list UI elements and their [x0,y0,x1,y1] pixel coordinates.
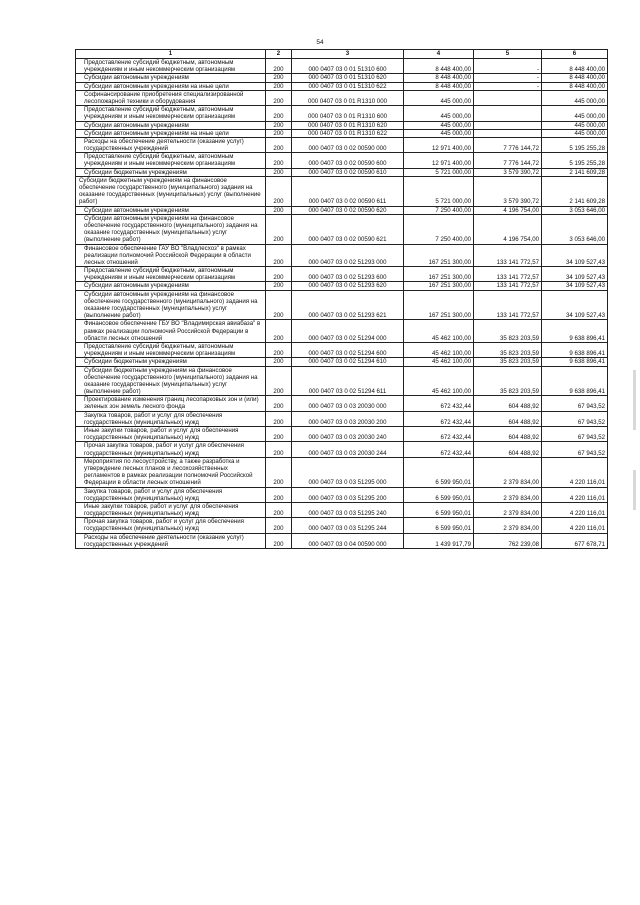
row-code-cell: 200 [266,74,292,82]
row-executed-cell: 2 379 834,00 [474,457,542,487]
row-executed-cell: 604 488,92 [474,427,542,442]
row-kbk-cell: 000 0407 03 0 02 51294 000 [292,320,404,343]
row-unexecuted-cell: 8 448 400,00 [542,74,608,82]
row-approved-cell: 6 599 950,01 [404,487,474,502]
row-approved-cell: 167 251 300,00 [404,244,474,267]
row-kbk-cell: 000 0407 03 0 01 R1310 620 [292,121,404,129]
budget-table-body [76,50,608,549]
row-code-cell: 200 [266,427,292,442]
row-executed-cell: - [474,82,542,90]
page-number: 54 [316,39,324,46]
row-approved-cell: 6 599 950,01 [404,502,474,517]
row-name-cell: Финансовое обеспечение ГБУ ВО "Владимирская авиабаза" в рамках реализации полномочий Российской Федерации в области лесных отношений [76,320,266,343]
row-name-cell: Проектирование изменения границ лесопарковых зон и (или) зеленых зон земель лесного фонда [76,396,266,411]
row-executed-cell: - [474,74,542,82]
row-executed-cell [474,90,542,105]
row-approved-cell: 12 971 400,00 [404,137,474,152]
row-unexecuted-cell: 9 638 896,41 [542,342,608,357]
table-row [76,320,608,343]
row-code-cell: 200 [266,342,292,357]
row-kbk-cell: 000 0407 03 0 01 51310 600 [292,59,404,74]
row-kbk-cell: 000 0407 03 0 02 00590 000 [292,137,404,152]
row-unexecuted-cell: 5 195 255,28 [542,137,608,152]
row-approved-cell: 5 721 000,00 [404,176,474,206]
row-code-cell: 200 [266,290,292,320]
row-unexecuted-cell: 9 638 896,41 [542,366,608,396]
row-kbk-cell: 000 0407 03 0 02 51294 610 [292,358,404,366]
row-executed-cell: 7 776 144,72 [474,153,542,168]
table-row [76,282,608,290]
row-name-cell: Закупка товаров, работ и услуг для обеспечения государственных (муниципальных) нужд [76,487,266,502]
row-kbk-cell: 000 0407 03 0 03 20030 240 [292,427,404,442]
row-unexecuted-cell: 8 448 400,00 [542,59,608,74]
table-row [76,533,608,548]
row-unexecuted-cell: 3 053 646,00 [542,206,608,214]
row-code-cell: 200 [266,121,292,129]
row-kbk-cell: 000 0407 03 0 03 20030 244 [292,442,404,457]
row-kbk-cell: 000 0407 03 0 03 20030 000 [292,396,404,411]
row-code-cell: 200 [266,168,292,176]
row-kbk-cell: 000 0407 03 0 04 00590 000 [292,533,404,548]
row-approved-cell: 1 439 917,79 [404,533,474,548]
row-unexecuted-cell: 34 109 527,43 [542,282,608,290]
row-unexecuted-cell: 4 220 116,01 [542,502,608,517]
row-approved-cell: 7 250 400,00 [404,214,474,244]
row-kbk-cell: 000 0407 03 0 02 51294 611 [292,366,404,396]
table-row [76,168,608,176]
scan-artifact [633,370,636,430]
column-header: 1 [76,50,266,59]
row-code-cell: 200 [266,153,292,168]
row-code-cell: 200 [266,442,292,457]
row-name-cell: Прочая закупка товаров, работ и услуг для обеспечения государственных (муниципальных) нужд [76,442,266,457]
row-executed-cell: 133 141 772,57 [474,290,542,320]
row-unexecuted-cell: 677 678,71 [542,533,608,548]
row-unexecuted-cell: 9 638 896,41 [542,320,608,343]
row-name-cell: Мероприятия по лесоустройству, а также разработка и утверждение лесных планов и лесохозяйственных регламентов в рамках реализации полномочий Российской Федерации в области лесных отношений [76,457,266,487]
row-executed-cell: 3 579 390,72 [474,176,542,206]
table-row [76,74,608,82]
row-executed-cell: 35 823 203,59 [474,358,542,366]
row-name-cell: Субсидии автономным учреждениям [76,121,266,129]
row-kbk-cell: 000 0407 03 0 02 51294 600 [292,342,404,357]
row-approved-cell: 45 462 100,00 [404,320,474,343]
row-approved-cell: 6 599 950,01 [404,457,474,487]
row-unexecuted-cell: 67 943,52 [542,442,608,457]
row-unexecuted-cell: 67 943,52 [542,396,608,411]
row-code-cell: 200 [266,82,292,90]
table-row [76,342,608,357]
row-code-cell: 200 [266,106,292,121]
row-kbk-cell: 000 0407 03 0 03 20030 200 [292,411,404,426]
row-approved-cell: 167 251 300,00 [404,290,474,320]
row-unexecuted-cell: 3 053 646,00 [542,214,608,244]
row-unexecuted-cell: 67 943,52 [542,427,608,442]
row-name-cell: Иные закупки товаров, работ и услуг для обеспечения государственных (муниципальных) нужд [76,427,266,442]
row-executed-cell: 2 379 834,00 [474,502,542,517]
row-approved-cell: 8 448 400,00 [404,74,474,82]
table-row [76,442,608,457]
table-row [76,290,608,320]
row-executed-cell: 133 141 772,57 [474,267,542,282]
row-code-cell: 200 [266,214,292,244]
row-kbk-cell: 000 0407 03 0 01 51310 622 [292,82,404,90]
row-unexecuted-cell: 445 000,00 [542,129,608,137]
table-row [76,518,608,533]
row-code-cell: 200 [266,282,292,290]
row-name-cell: Предоставление субсидий бюджетным, автономным учреждениям и иным некоммерческим организациям [76,342,266,357]
row-executed-cell [474,106,542,121]
row-approved-cell: 672 432,44 [404,411,474,426]
row-executed-cell: 7 776 144,72 [474,137,542,152]
row-kbk-cell: 000 0407 03 0 02 51293 620 [292,282,404,290]
row-approved-cell: 672 432,44 [404,427,474,442]
table-row [76,214,608,244]
row-approved-cell: 672 432,44 [404,396,474,411]
row-name-cell: Иные закупки товаров, работ и услуг для обеспечения государственных (муниципальных) нужд [76,502,266,517]
row-approved-cell: 445 000,00 [404,121,474,129]
row-name-cell: Финансовое обеспечение ГАУ ВО "Владлесхоз" в рамках реализации полномочий Российской Федерации в области лесных отношений [76,244,266,267]
row-code-cell: 200 [266,129,292,137]
row-kbk-cell: 000 0407 03 0 02 00590 620 [292,206,404,214]
table-row [76,206,608,214]
row-name-cell: Субсидии бюджетным учреждениям [76,358,266,366]
row-approved-cell: 5 721 000,00 [404,168,474,176]
row-code-cell: 200 [266,487,292,502]
row-name-cell: Субсидии автономным учреждениям [76,206,266,214]
row-kbk-cell: 000 0407 03 0 02 00590 621 [292,214,404,244]
table-row [76,82,608,90]
row-executed-cell: 604 488,92 [474,411,542,426]
table-row [76,106,608,121]
row-kbk-cell: 000 0407 03 0 03 51295 200 [292,487,404,502]
row-executed-cell: 604 488,92 [474,396,542,411]
row-code-cell: 200 [266,411,292,426]
row-name-cell: Субсидии бюджетным учреждениям [76,168,266,176]
row-approved-cell: 12 971 400,00 [404,153,474,168]
row-executed-cell: 604 488,92 [474,442,542,457]
column-header: 6 [542,50,608,59]
row-approved-cell: 445 000,00 [404,129,474,137]
row-unexecuted-cell: 2 141 609,28 [542,168,608,176]
row-kbk-cell: 000 0407 03 0 01 51310 620 [292,74,404,82]
budget-table [75,49,608,549]
row-code-cell: 200 [266,502,292,517]
row-code-cell: 200 [266,206,292,214]
table-row [76,358,608,366]
row-unexecuted-cell: 4 220 116,01 [542,518,608,533]
column-header: 5 [474,50,542,59]
row-kbk-cell: 000 0407 03 0 02 00590 610 [292,168,404,176]
row-executed-cell: 4 196 754,00 [474,214,542,244]
row-approved-cell: 45 462 100,00 [404,342,474,357]
row-code-cell: 200 [266,518,292,533]
row-approved-cell: 45 462 100,00 [404,358,474,366]
row-code-cell: 200 [266,267,292,282]
row-kbk-cell: 000 0407 03 0 02 51293 600 [292,267,404,282]
table-row [76,502,608,517]
row-name-cell: Прочая закупка товаров, работ и услуг для обеспечения государственных (муниципальных) нужд [76,518,266,533]
row-approved-cell: 672 432,44 [404,442,474,457]
row-executed-cell: 2 379 834,00 [474,518,542,533]
row-unexecuted-cell: 34 109 527,43 [542,290,608,320]
row-executed-cell: 35 823 203,59 [474,342,542,357]
row-name-cell: Расходы на обеспечение деятельности (оказание услуг) государственных учреждений [76,533,266,548]
row-unexecuted-cell: 5 195 255,28 [542,153,608,168]
table-row [76,396,608,411]
table-row [76,366,608,396]
row-name-cell: Субсидии автономным учреждениям на иные цели [76,82,266,90]
row-code-cell: 200 [266,396,292,411]
table-row [76,137,608,152]
row-kbk-cell: 000 0407 03 0 03 51295 244 [292,518,404,533]
table-row [76,487,608,502]
row-code-cell: 200 [266,320,292,343]
row-unexecuted-cell: 67 943,52 [542,411,608,426]
row-executed-cell: - [474,59,542,74]
table-row [76,90,608,105]
row-approved-cell: 8 448 400,00 [404,59,474,74]
row-name-cell: Предоставление субсидий бюджетным, автономным учреждениям и иным некоммерческим организациям [76,59,266,74]
row-kbk-cell: 000 0407 03 0 01 R1310 622 [292,129,404,137]
table-header-row [76,50,608,59]
row-name-cell: Субсидии бюджетным учреждениям на финансовое обеспечение государственного (муниципального) задания на оказание государственных (муниципальных) услуг (выполнение работ) [76,366,266,396]
row-unexecuted-cell: 2 141 609,28 [542,176,608,206]
row-unexecuted-cell: 4 220 116,01 [542,457,608,487]
row-approved-cell: 6 599 950,01 [404,518,474,533]
row-name-cell: Субсидии автономным учреждениям [76,282,266,290]
row-executed-cell: 133 141 772,57 [474,244,542,267]
row-executed-cell: 3 579 390,72 [474,168,542,176]
row-code-cell: 200 [266,244,292,267]
row-code-cell: 200 [266,358,292,366]
row-approved-cell: 167 251 300,00 [404,282,474,290]
row-name-cell: Предоставление субсидий бюджетным, автономным учреждениям и иным некоммерческим организациям [76,267,266,282]
column-header: 4 [404,50,474,59]
scan-artifact [633,470,636,510]
row-code-cell: 200 [266,533,292,548]
table-row [76,244,608,267]
row-code-cell: 200 [266,137,292,152]
table-row [76,176,608,206]
row-name-cell: Субсидии автономным учреждениям на финансовое обеспечение государственного (муниципального) задания на оказание государственных (муниципальных) услуг (выполнение работ) [76,290,266,320]
row-approved-cell: 445 000,00 [404,90,474,105]
row-executed-cell: 35 823 203,59 [474,320,542,343]
row-approved-cell: 167 251 300,00 [404,267,474,282]
row-kbk-cell: 000 0407 03 0 02 51293 000 [292,244,404,267]
row-name-cell: Субсидии автономным учреждениям на финансовое обеспечение государственного (муниципального) задания на оказание государственных (муниципальных) услуг (выполнение работ) [76,214,266,244]
row-executed-cell: 4 196 754,00 [474,206,542,214]
row-kbk-cell: 000 0407 03 0 01 R1310 600 [292,106,404,121]
row-unexecuted-cell: 34 109 527,43 [542,267,608,282]
row-name-cell: Предоставление субсидий бюджетным, автономным учреждениям и иным некоммерческим организациям [76,153,266,168]
row-name-cell: Субсидии автономным учреждениям на иные цели [76,129,266,137]
row-code-cell: 200 [266,59,292,74]
table-row [76,411,608,426]
row-unexecuted-cell: 8 448 400,00 [542,82,608,90]
table-row [76,121,608,129]
row-name-cell: Закупка товаров, работ и услуг для обеспечения государственных (муниципальных) нужд [76,411,266,426]
row-approved-cell: 7 250 400,00 [404,206,474,214]
row-name-cell: Субсидии автономным учреждениям [76,74,266,82]
table-row [76,427,608,442]
row-approved-cell: 8 448 400,00 [404,82,474,90]
table-row [76,153,608,168]
row-name-cell: Софинансирование приобретения специализированной лесопожарной техники и оборудования [76,90,266,105]
row-code-cell: 200 [266,176,292,206]
row-name-cell: Предоставление субсидий бюджетным, автономным учреждениям и иным некоммерческим организациям [76,106,266,121]
row-unexecuted-cell: 34 109 527,43 [542,244,608,267]
row-unexecuted-cell: 9 638 896,41 [542,358,608,366]
table-row [76,267,608,282]
row-code-cell: 200 [266,90,292,105]
row-name-cell: Расходы на обеспечение деятельности (оказание услуг) государственных учреждений [76,137,266,152]
row-executed-cell [474,121,542,129]
table-row [76,129,608,137]
row-executed-cell: 2 379 834,00 [474,487,542,502]
row-kbk-cell: 000 0407 03 0 03 51295 240 [292,502,404,517]
row-name-cell: Субсидии бюджетным учреждениям на финансовое обеспечение государственного (муниципального) задания на оказание государственных (муниципальных) услуг (выполнение работ) [76,176,266,206]
row-code-cell: 200 [266,457,292,487]
column-header: 3 [292,50,404,59]
row-unexecuted-cell: 4 220 116,01 [542,487,608,502]
row-kbk-cell: 000 0407 03 0 02 51293 621 [292,290,404,320]
column-header: 2 [266,50,292,59]
table-row [76,59,608,74]
row-unexecuted-cell: 445 000,00 [542,121,608,129]
row-unexecuted-cell: 445 000,00 [542,90,608,105]
row-kbk-cell: 000 0407 03 0 03 51295 000 [292,457,404,487]
row-kbk-cell: 000 0407 03 0 02 00590 600 [292,153,404,168]
row-approved-cell: 445 000,00 [404,106,474,121]
row-executed-cell: 35 823 203,59 [474,366,542,396]
row-unexecuted-cell: 445 000,00 [542,106,608,121]
row-kbk-cell: 000 0407 03 0 01 R1310 000 [292,90,404,105]
table-row [76,457,608,487]
row-code-cell: 200 [266,366,292,396]
row-executed-cell: 133 141 772,57 [474,282,542,290]
row-approved-cell: 45 462 100,00 [404,366,474,396]
row-executed-cell: 762 239,08 [474,533,542,548]
row-executed-cell [474,129,542,137]
row-kbk-cell: 000 0407 03 0 02 00590 611 [292,176,404,206]
